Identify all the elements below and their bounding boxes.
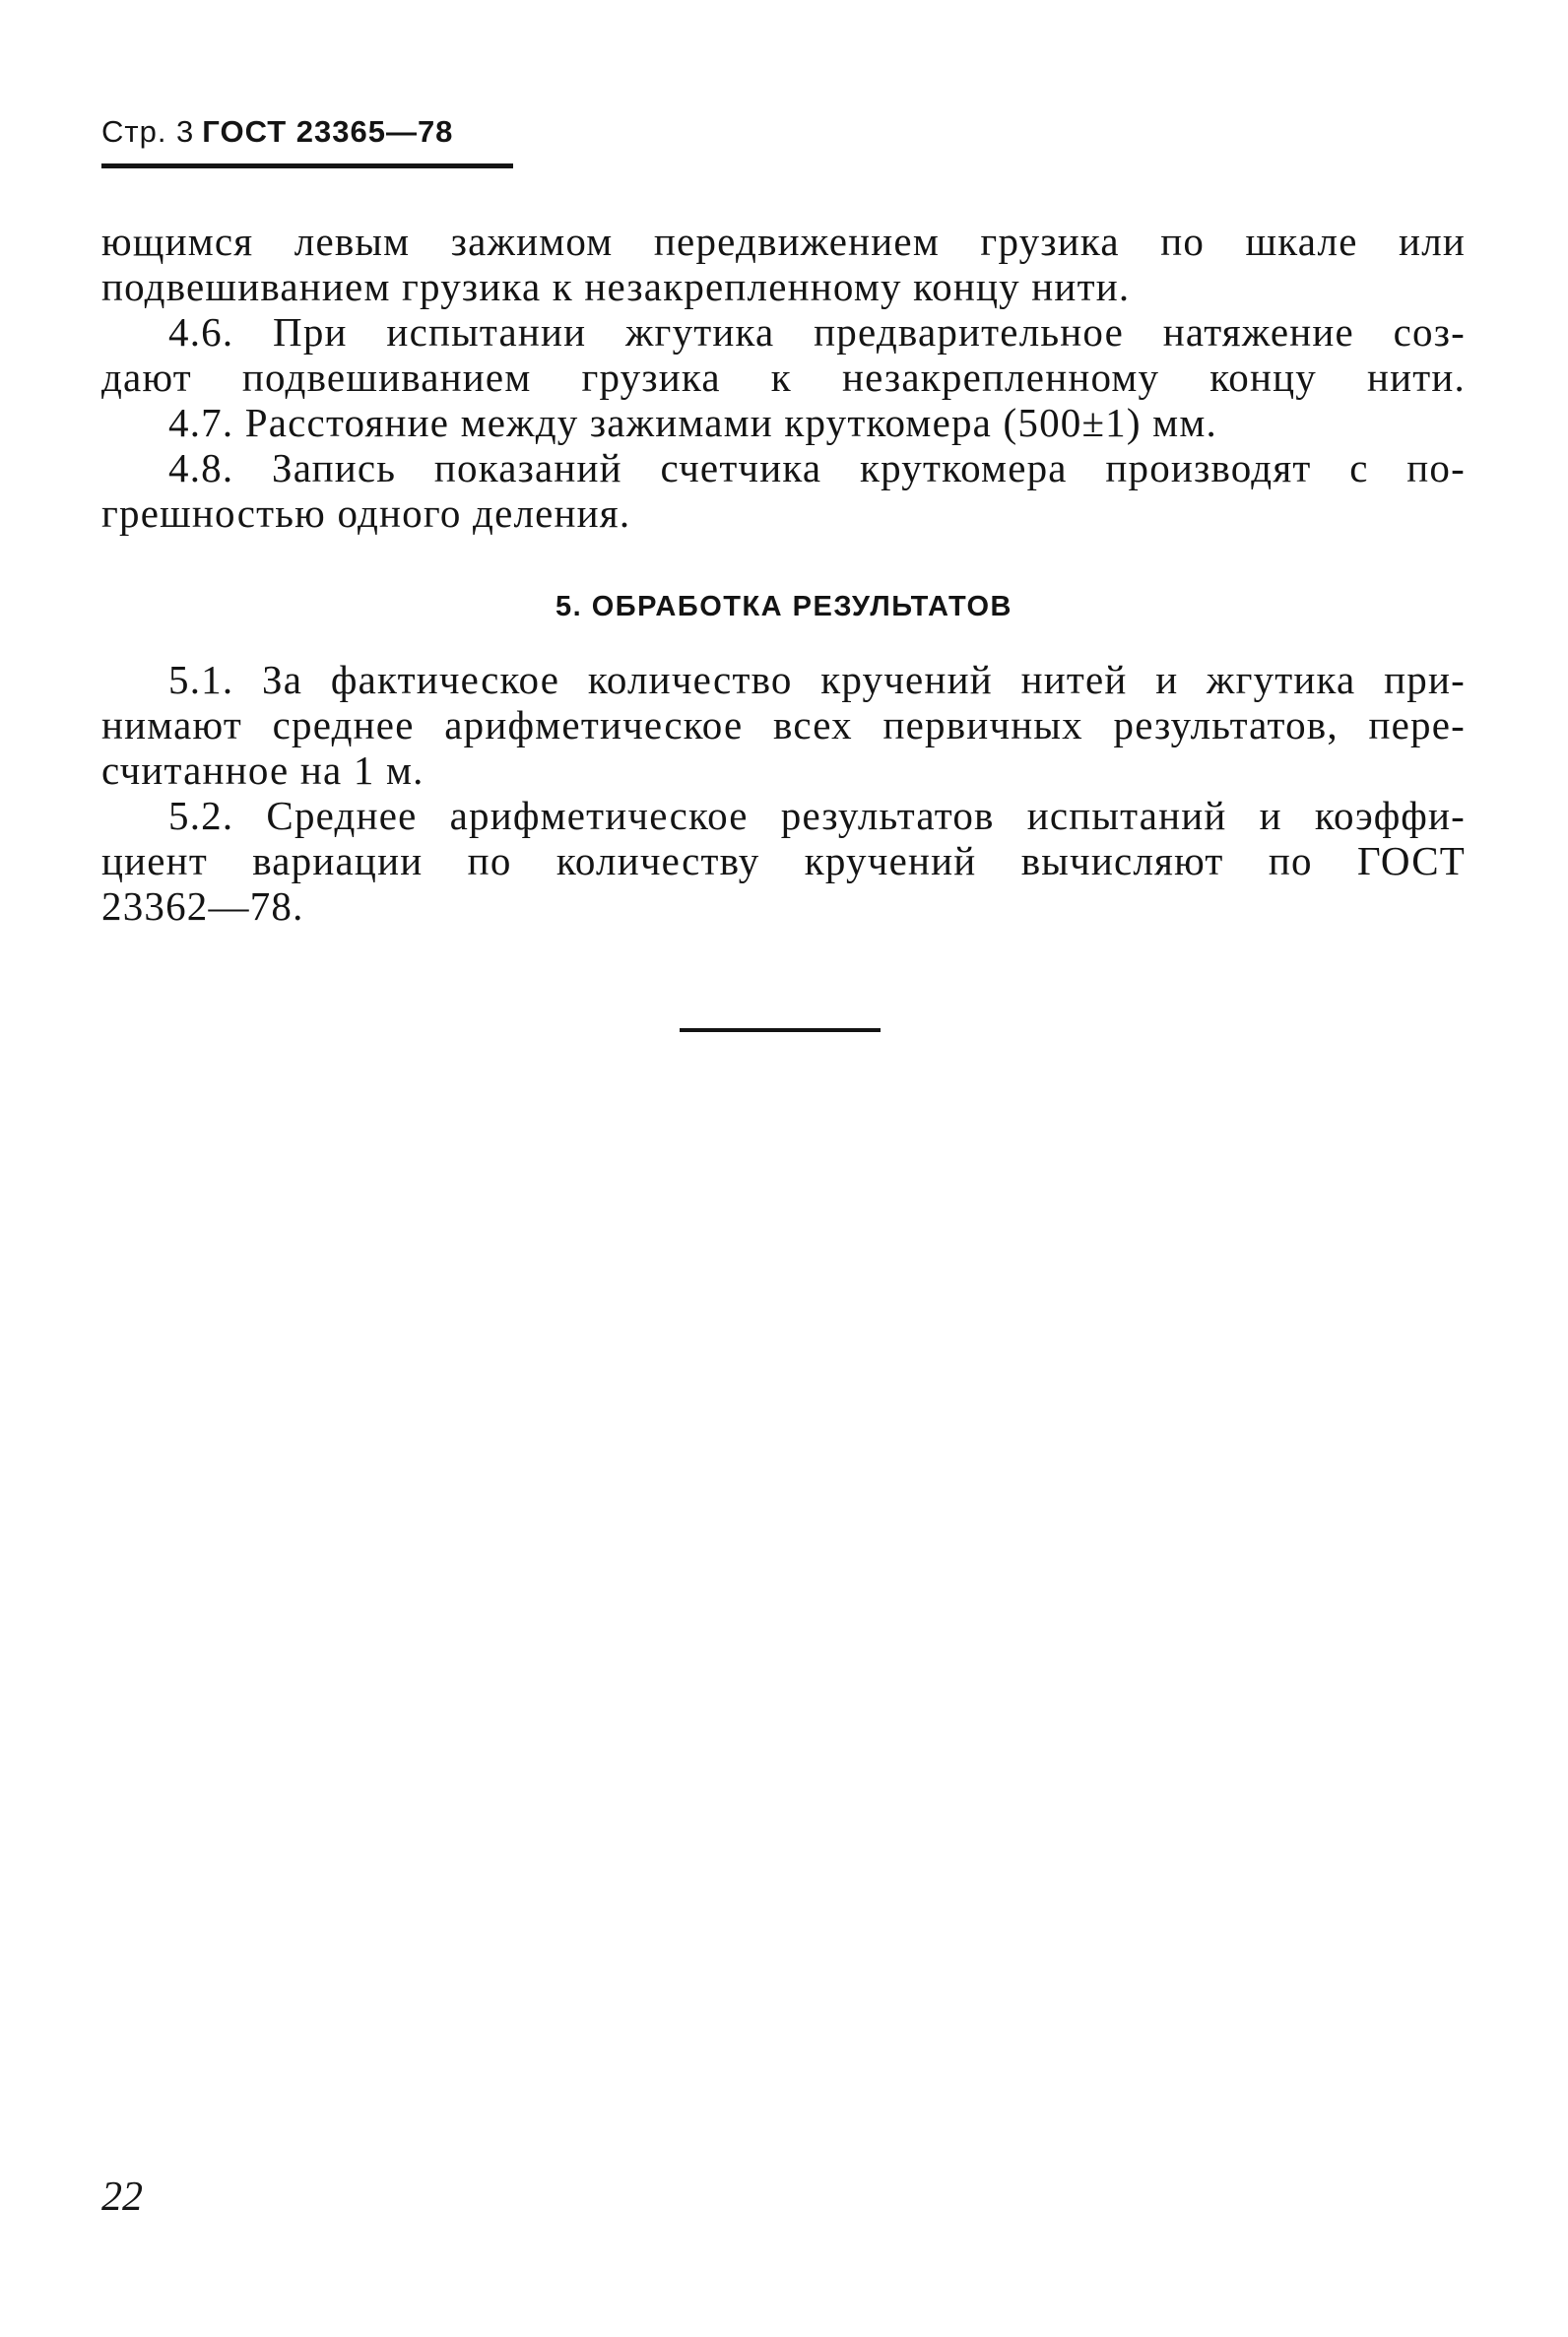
header-rule	[101, 163, 513, 168]
standard-number: ГОСТ 23365—78	[202, 114, 454, 149]
text-line: циент вариации по количеству кручений вычисляют по ГОСТ	[101, 838, 1466, 883]
text-line: 5.2. Среднее арифметическое результатов испытаний и коэффи-	[168, 793, 1466, 838]
text-line: грешностью одного деления.	[101, 490, 631, 536]
text-line: подвешиванием грузика к незакрепленному концу нити.	[101, 264, 1131, 309]
text-line: 5.1. За фактическое количество кручений нитей и жгутика при-	[168, 657, 1466, 702]
page-number: 22	[101, 2175, 143, 2220]
text-line: дают подвешиванием грузика к незакрепленному концу нити.	[101, 355, 1466, 400]
text-line: нимают среднее арифметическое всех первичных результатов, пере-	[101, 702, 1466, 747]
page-reference: Стр. 3	[101, 114, 195, 149]
text-line: считанное на 1 м.	[101, 747, 425, 793]
text-line: 4.6. При испытании жгутика предварительное натяжение соз-	[168, 309, 1466, 355]
page-header	[101, 112, 453, 152]
section-heading: 5. ОБРАБОТКА РЕЗУЛЬТАТОВ	[555, 591, 1013, 622]
text-line: 4.8. Запись показаний счетчика круткомера производят с по-	[168, 445, 1466, 490]
end-rule	[680, 1028, 881, 1032]
text-line: ющимся левым зажимом передвижением грузика по шкале или	[101, 219, 1466, 264]
text-line: 4.7. Расстояние между зажимами круткомера (500±1) мм.	[168, 400, 1217, 445]
body-text-top	[101, 219, 1466, 536]
body-text-bottom	[101, 657, 1466, 929]
text-line: 23362—78.	[101, 883, 304, 929]
